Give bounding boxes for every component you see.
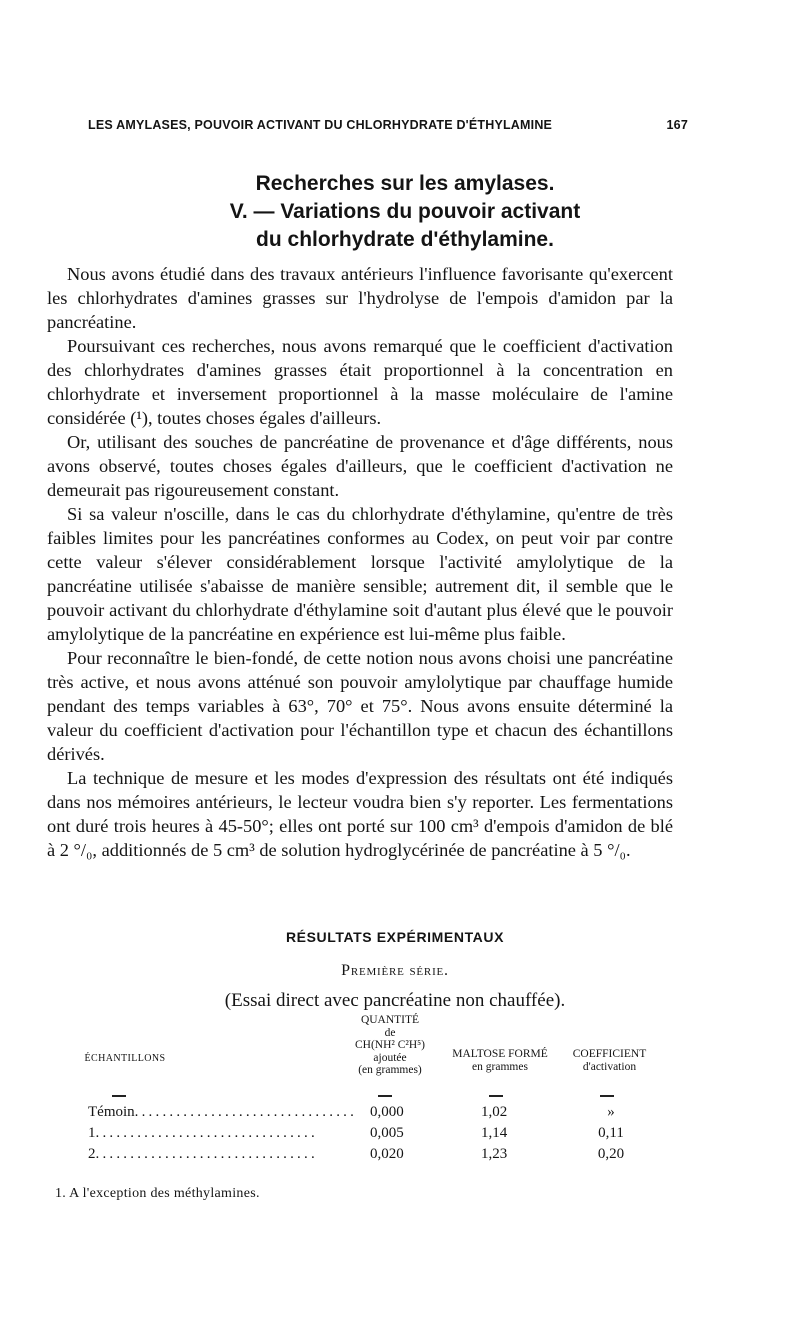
paragraph: La technique de mesure et les modes d'expression des résultats ont été indiqués dans nos mémoires antérieurs, le lecteur voudra bien s'y reporter. Les fermentations ont duré trois heures à 45-50°; elles ont porté sur 100 cm³ d'empois d'amidon de blé à 2 °/₀, additionnés de 5 cm³ de solution hydroglycérinée de pancréatine à 5 °/₀.	[47, 768, 673, 860]
maltose-header-line: en grammes	[472, 1060, 528, 1073]
sample-label: 1................................	[88, 1125, 318, 1141]
column-header-maltose	[440, 1048, 560, 1073]
maltose-value: 1,23	[481, 1146, 508, 1162]
results-heading: RÉSULTATS EXPÉRIMENTAUX	[285, 929, 505, 945]
header-dash	[112, 1095, 126, 1097]
running-head	[88, 118, 688, 140]
column-header-quantity	[320, 1014, 460, 1077]
header-dash	[489, 1095, 503, 1097]
article-title-line-3: du chlorhydrate d'éthylamine.	[256, 228, 554, 251]
header-dash	[600, 1095, 614, 1097]
body-text	[47, 262, 673, 862]
quantity-header-line: (en grammes)	[358, 1064, 422, 1076]
header-rule	[0, 1095, 800, 1097]
quantity-value: 0,005	[370, 1125, 404, 1141]
header-dash	[378, 1095, 392, 1097]
maltose-value: 1,02	[481, 1104, 508, 1120]
maltose-value: 1,14	[481, 1125, 508, 1141]
footnote: 1. A l'exception des méthylamines.	[55, 1186, 260, 1201]
quantity-value: 0,020	[370, 1146, 404, 1162]
paragraph: Nous avons étudié dans des travaux antérieurs l'influence favorisante qu'exercent les chlorhydrates d'amines grasses sur l'hydrolyse de l'empois d'amidon par la pancréatine.	[47, 264, 673, 332]
paragraph: Pour reconnaître le bien-fondé, de cette notion nous avons choisi une pancréatine très active, et nous avons atténué son pouvoir amylolytique par chauffage humide pendant des temps variables à 63°, 70° et 75°. Nous avons ensuite déterminé la valeur du coefficient d'activation pour l'échantillon type et chacun des échantillons dérivés.	[47, 648, 673, 764]
article-title-line-1: Recherches sur les amylases.	[255, 172, 555, 195]
running-head-title: LES AMYLASES, POUVOIR ACTIVANT DU CHLORHYDRATE D'ÉTHYLAMINE	[88, 118, 553, 132]
article-title	[80, 170, 730, 254]
quantity-header-line: QUANTITÉ	[360, 1014, 420, 1026]
table-row	[0, 1125, 800, 1147]
coefficient-header-line: d'activation	[582, 1060, 637, 1073]
series-note: (Essai direct avec pancréatine non chauffée).	[224, 990, 566, 1011]
quantity-value: 0,000	[370, 1104, 404, 1120]
column-header-coefficient	[552, 1048, 667, 1073]
paragraph: Si sa valeur n'oscille, dans le cas du chlorhydrate d'éthylamine, qu'entre de très faibles limites pour les pancréatines conformes au Codex, on peut voir par contre cette valeur s'élever considérablement lorsque l'activité amylolytique de la pancréatine utilisée s'abaisse de manière sensible; autrement dit, il semble que le pouvoir activant du chlorhydrate d'éthylamine soit d'autant plus élevé que le pouvoir amylolytique de la pancréatine en expérience est lui-même plus faible.	[47, 504, 673, 644]
coefficient-value: 0,11	[598, 1125, 624, 1141]
coefficient-value: »	[607, 1104, 615, 1120]
page-number: 167	[666, 118, 688, 132]
sample-label: 2................................	[88, 1146, 318, 1162]
paragraph: Or, utilisant des souches de pancréatine de provenance et d'âge différents, nous avons observé, toutes choses égales d'ailleurs, que le coefficient d'activation ne demeurait pas rigoureusement constant.	[47, 432, 673, 500]
quantity-header-line: de	[384, 1026, 396, 1039]
coefficient-header-line: COEFFICIENT	[572, 1048, 647, 1060]
table-row	[0, 1104, 800, 1126]
quantity-header-line: ajoutée	[373, 1051, 407, 1064]
table-row	[0, 1146, 800, 1168]
sample-label: Témoin................................	[88, 1104, 358, 1120]
series-label: Première série.	[341, 962, 449, 979]
quantity-header-line: CH(NH² C²H⁵)	[355, 1039, 425, 1051]
paragraph: Poursuivant ces recherches, nous avons remarqué que le coefficient d'activation des chlorhydrates d'amines grasses était proportionnel à la concentration en chlorhydrate et inversement proportionnel à la masse moléculaire de l'amine considérée (¹), toutes choses égales d'ailleurs.	[47, 336, 673, 428]
article-title-line-2: V. — Variations du pouvoir activant	[229, 200, 581, 223]
column-header-samples: ÉCHANTILLONS	[84, 1053, 166, 1064]
maltose-header-line: MALTOSE FORMÉ	[452, 1048, 548, 1060]
coefficient-value: 0,20	[597, 1146, 625, 1162]
